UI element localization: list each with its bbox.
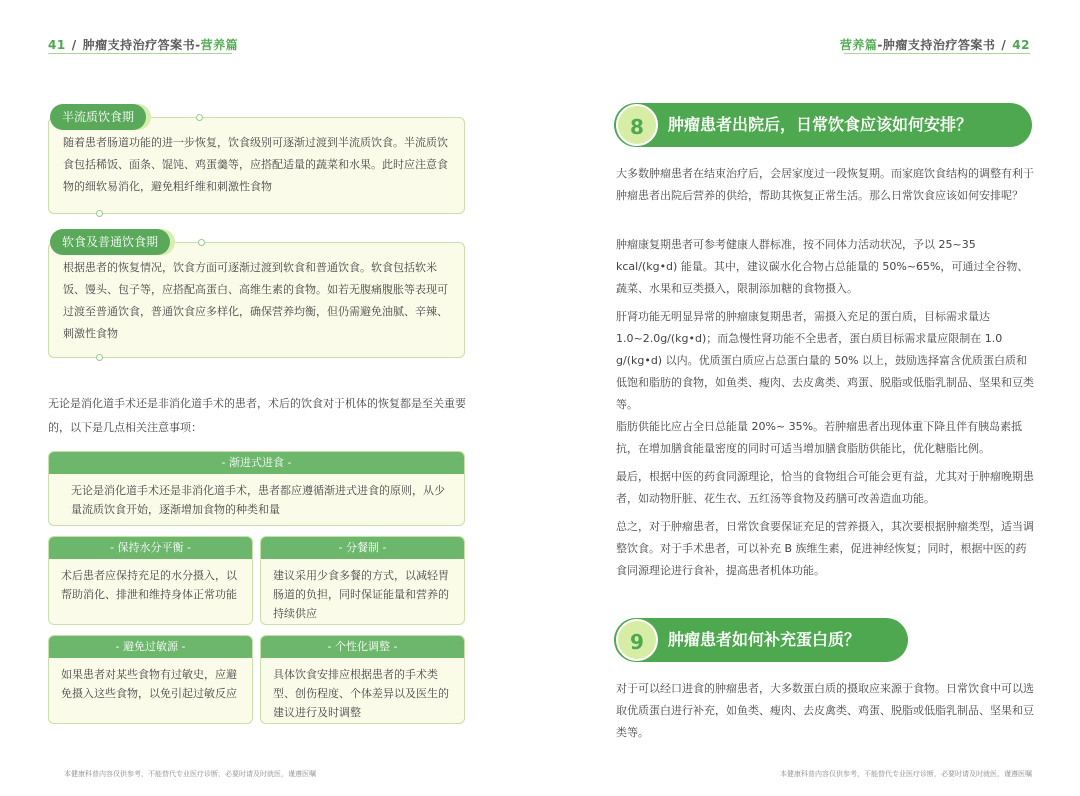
box-dot-icon — [96, 354, 103, 361]
tab-dot-icon — [196, 114, 203, 121]
running-header-left — [48, 36, 238, 53]
tip-text: 如果患者对某些食物有过敏史，应避免摄入这些食物，以免引起过敏反应 — [61, 668, 237, 700]
tip-title: - 避免过敏源 - — [49, 636, 252, 658]
q8-paragraph-3: 肝肾功能无明显异常的肿瘤康复期患者，需摄入充足的蛋白质，目标需求量达 1.0~2.0g/(kg•d)；而急慢性肾功能不全患者，蛋白质目标需求量应限制在 1.0 g/(kg•d) 以内。优质蛋白质应占总蛋白量的 50% 以上，鼓励选择富含优质蛋白质和低饱和脂肪的食物，如鱼类、瘦肉、去皮禽类、鸡蛋、脱脂或低脂乳制品、坚果和豆类等。 — [616, 310, 1034, 411]
header-underline — [844, 53, 1030, 54]
semi-liquid-box — [48, 117, 465, 214]
page-number: 41 — [48, 38, 66, 52]
book-title: 肿瘤支持治疗答案书- — [82, 38, 201, 52]
tip-text: 术后患者应保持充足的水分摄入，以帮助消化、排泄和维持身体正常功能 — [61, 569, 237, 601]
semi-liquid-tab: 半流质饮食期 — [50, 104, 146, 130]
tip-card-hydration — [48, 536, 253, 625]
tip-text: 建议采用少食多餐的方式，以减轻胃肠道的负担，同时保证能量和营养的持续供应 — [273, 569, 449, 620]
page-number: 42 — [1012, 38, 1030, 52]
tip-card-allergen — [48, 635, 253, 724]
question-9-banner: 肿瘤患者如何补充蛋白质？ — [614, 618, 908, 662]
soft-food-text: 根据患者的恢复情况，饮食方面可逐渐过渡到软食和普通饮食。软食包括软米饭、馒头、包子等，应搭配高蛋白、高维生素的食物。如若无腹痛腹胀等表现可过渡至普通饮食，普通饮食应多样化，确保营养均衡，但仍需避免油腻、辛辣、刺激性食物 — [63, 261, 448, 340]
tip-title: - 渐进式进食 - — [49, 452, 464, 474]
box-dot-icon — [96, 210, 103, 217]
question-9-number: 9 — [616, 619, 658, 661]
footer-disclaimer: 本健康科普内容仅供参考，不能替代专业医疗诊断，必要时请及时就医，谨遵医嘱 — [64, 770, 316, 778]
tip-card-gradual — [48, 451, 465, 526]
tip-text: 具体饮食安排应根据患者的手术类型、创伤程度、个体差异以及医生的建议进行及时调整 — [273, 668, 449, 719]
tab-dot-icon — [198, 239, 205, 246]
question-8-banner: 肿瘤患者出院后，日常饮食应该如何安排？ — [614, 103, 1032, 147]
q8-paragraph-2: 肿瘤康复期患者可参考健康人群标准，按不同体力活动状况，予以 25~35 kcal/(kg•d) 能量。其中，建议碳水化合物占总能量的 50%~65%，可通过全谷物、蔬菜、水果和豆类摄入，限制添加糖的食物摄入。 — [616, 238, 1029, 295]
right-page — [540, 0, 1080, 796]
tip-title: - 分餐制 - — [261, 537, 464, 559]
tip-title: - 保持水分平衡 - — [49, 537, 252, 559]
q8-paragraph-1: 大多数肿瘤患者在结束治疗后，会居家度过一段恢复期。而家庭饮食结构的调整有利于肿瘤患者出院后营养的供给，帮助其恢复正常生活。那么日常饮食应该如何安排呢？ — [616, 167, 1034, 202]
tip-card-meals — [260, 536, 465, 625]
footer-disclaimer: 本健康科普内容仅供参考，不能替代专业医疗诊断，必要时请及时就医，谨遵医嘱 — [780, 770, 1032, 778]
running-header-right — [840, 36, 1030, 53]
semi-liquid-text: 随着患者肠道功能的进一步恢复，饮食级别可逐渐过渡到半流质饮食。半流质饮食包括稀饭、面条、馄饨、鸡蛋羹等，应搭配适量的蔬菜和水果。此时应注意食物的细软易消化，避免粗纤维和刺激性食物 — [63, 136, 448, 193]
book-title: -肿瘤支持治疗答案书 — [877, 38, 996, 52]
section-name: 营养篇 — [200, 38, 239, 52]
soft-food-tab: 软食及普通饮食期 — [50, 229, 170, 255]
q8-paragraph-4: 脂肪供能比应占全日总能量 20%~ 35%。若肿瘤患者出现体重下降且伴有胰岛素抵抗，在增加膳食能量密度的同时可适当增加膳食脂肪供能比，优化糖脂比例。 — [616, 420, 1023, 455]
intro-paragraph: 无论是消化道手术还是非消化道手术的患者，术后的饮食对于机体的恢复都是至关重要的，以下是几点相关注意事项： — [48, 397, 466, 434]
header-underline — [48, 53, 232, 54]
question-8-number: 8 — [616, 104, 658, 146]
tip-text: 无论是消化道手术还是非消化道手术，患者都应遵循渐进式进食的原则，从少量流质饮食开始，逐渐增加食物的种类和量 — [71, 484, 445, 516]
section-name: 营养篇 — [839, 38, 878, 52]
tip-title: - 个性化调整 - — [261, 636, 464, 658]
soft-food-box — [48, 242, 465, 358]
tip-card-personalize — [260, 635, 465, 724]
q8-paragraph-6: 总之，对于肿瘤患者，日常饮食要保证充足的营养摄入，其次要根据肿瘤类型，适当调整饮食。对于手术患者，可以补充 B 族维生素，促进神经恢复；同时，根据中医的药食同源理论进行食补，提高患者机体功能。 — [616, 520, 1034, 577]
q9-paragraph-1: 对于可以经口进食的肿瘤患者，大多数蛋白质的摄取应来源于食物。日常饮食中可以选取优质蛋白进行补充，如鱼类、瘦肉、去皮禽类、鸡蛋、脱脂或低脂乳制品、坚果和豆类等。 — [616, 682, 1034, 739]
q8-paragraph-5: 最后，根据中医的药食同源理论，恰当的食物组合可能会更有益，尤其对于肿瘤晚期患者，如动物肝脏、花生衣、五红汤等食物及药膳可改善造血功能。 — [616, 470, 1034, 505]
header-separator: / — [71, 38, 77, 52]
header-separator: / — [1001, 38, 1007, 52]
